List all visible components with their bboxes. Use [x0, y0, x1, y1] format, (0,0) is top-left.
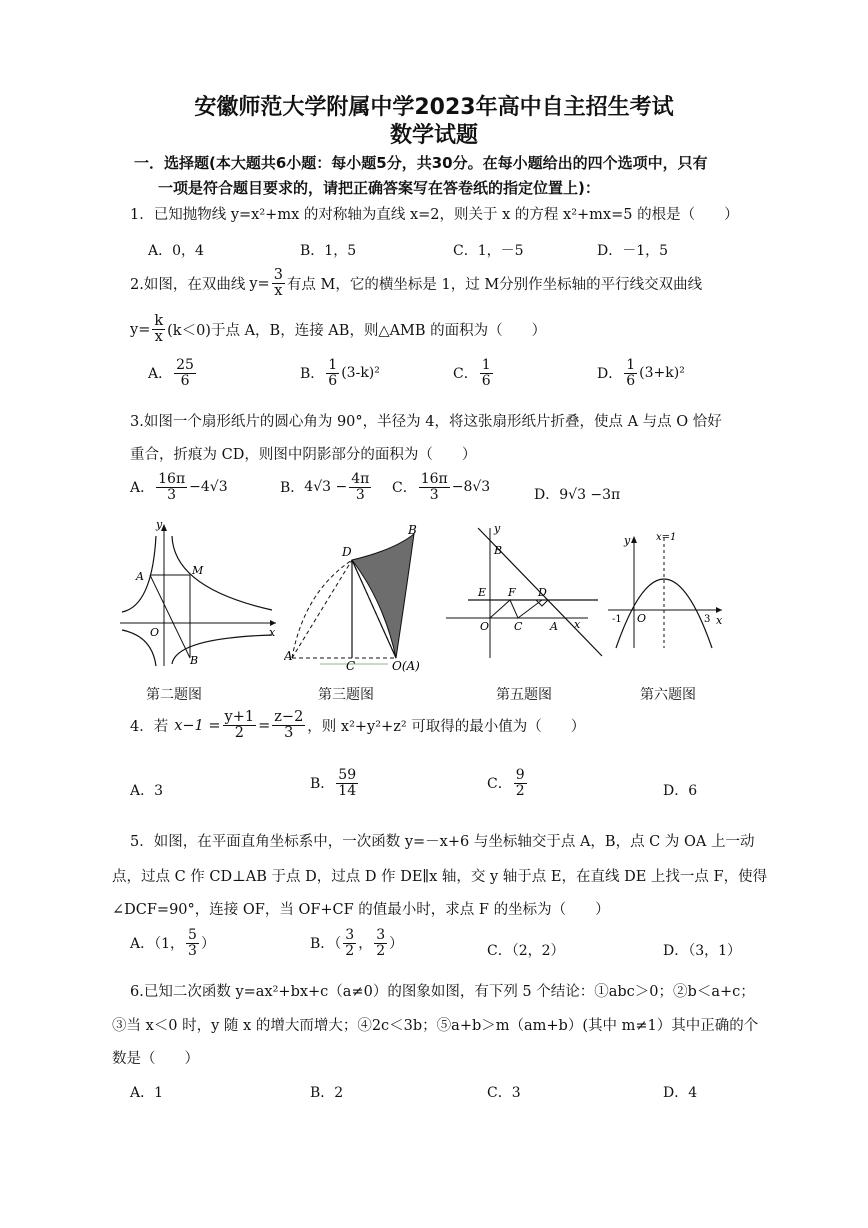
fig6-label-axis: x=1 [656, 532, 677, 543]
fig6-parabola [616, 579, 712, 648]
fig5-label-o: O [480, 620, 490, 633]
q5-stem-line2: 点，过点 C 作 CD⊥AB 于点 D，过点 D 作 DE∥x 轴，交 y 轴于点 E，在直线 DE 上找一点 F，使得 [112, 869, 768, 885]
fig2-label-x: x [269, 626, 276, 639]
exam-subtitle: 数学试题 [389, 123, 478, 148]
q4-stem: 4．若 x−1 = $\frac{y+1}{2}$ = $\frac{z-2}{3}$ ，则 x²+y²+z² 可取得的最小值为（ ） [130, 709, 586, 742]
q2-text-b: 有点 M，它的横坐标是 1，过 M分别作坐标轴的平行线交双曲线 [286, 277, 703, 294]
q3-option-b[interactable]: B． 4√3 − $\frac{4\pi}{3}$ [280, 471, 370, 503]
fig2-curve-q1 [172, 536, 272, 610]
q2-option-a[interactable]: A． $\frac{25}{6}$ [148, 357, 194, 389]
q4-option-d[interactable]: D．6 [663, 783, 698, 799]
q4-option-c[interactable]: C． $\frac{9}{2}$ [487, 767, 525, 799]
fig6-label-x: x [716, 614, 723, 627]
fig3-label-o: O(A) [392, 659, 420, 672]
q1-option-a[interactable]: A．0，4 [148, 243, 204, 259]
fig2-label-a: A [136, 570, 144, 583]
q1-option-c[interactable]: C．1，－5 [453, 243, 524, 259]
figure-q3 [284, 522, 432, 672]
fig5-caption: 第五题图 [496, 687, 552, 703]
section-heading-line2: 一项是符合题目要求的，请把正确答案写在答卷纸的指定位置上)： [158, 179, 600, 197]
fig6-label-o: O [637, 612, 647, 625]
fig5-label-f: F [508, 586, 516, 599]
q3-stem-line2: 重合，折痕为 CD，则图中阴影部分的面积为（ ） [130, 447, 477, 463]
q6-option-a[interactable]: A．1 [130, 1085, 164, 1101]
q1-option-d[interactable]: D．－1，5 [597, 243, 669, 259]
q6-stem-line3: 数是（ ） [112, 1051, 199, 1067]
fig5-label-y: y [494, 522, 501, 535]
fig2-label-m: M [192, 564, 204, 577]
fig3-label-d: D [342, 545, 352, 559]
fig3-label-a: A [284, 649, 293, 663]
section-heading-line1: 一．选择题(本大题共6小题：每小题5分，共30分。在每小题给出的四个选项中，只有 [134, 154, 708, 172]
q2-frac-k-over-x: $\frac{k}{x}$ [154, 313, 164, 346]
q1-option-b[interactable]: B．1，5 [300, 243, 357, 259]
fig6-label-3: 3 [704, 614, 711, 625]
fig5-label-c: C [514, 620, 523, 633]
q6-option-b[interactable]: B．2 [310, 1085, 344, 1101]
q3-option-c[interactable]: C． $\frac{16\pi}{3}$ −8√3 [392, 471, 491, 503]
fig5-label-d: D [538, 586, 547, 599]
fig3-label-c: C [346, 659, 356, 672]
q5-option-d[interactable]: D．（3，1） [663, 943, 742, 959]
figure-q2 [112, 518, 282, 670]
q6-option-c[interactable]: C．3 [487, 1085, 521, 1101]
q1-stem: 1．已知抛物线 y=x²+mx 的对称轴为直线 x=2，则关于 x 的方程 x²+mx=5 的根是（ ） [130, 207, 739, 223]
fig3-label-b: B [408, 523, 417, 537]
q5-stem-line1: 5．如图，在平面直角坐标系中，一次函数 y=－x+6 与坐标轴交于点 A，B，点 C 为 OA 上一动 [130, 834, 755, 850]
fig5-label-a: A [550, 620, 558, 633]
q2-stem-line1: 2.如图，在双曲线 y= $\frac{3}{x}$ 有点 M，它的横坐标是 1，过 M分别作坐标轴的平行线交双曲线 [130, 267, 703, 300]
q4-option-a[interactable]: A．3 [130, 783, 164, 799]
q5-option-b[interactable]: B．（ $\frac{3}{2}$ ， $\frac{3}{2}$ ） [310, 927, 404, 959]
fig2-caption: 第二题图 [146, 687, 202, 703]
q3-option-d[interactable]: D．9√3 −3π [534, 487, 621, 503]
q2-frac-3-over-x: $\frac{3}{x}$ [273, 267, 283, 300]
q4-option-b[interactable]: B． $\frac{59}{14}$ [310, 767, 357, 799]
q6-option-d[interactable]: D．4 [663, 1085, 698, 1101]
fig5-label-e: E [478, 586, 487, 599]
q2-stem-line2: y= $\frac{k}{x}$ (k＜0)于点 A，B，连接 AB，则△AMB 的面积为（ ） [130, 313, 547, 346]
q2-option-b[interactable]: B． $\frac{1}{6}$ (3-k)² [300, 357, 380, 389]
q3-stem-line1: 3.如图一个扇形纸片的圆心角为 90°，半径为 4，将这张扇形纸片折叠，使点 A 与点 O 恰好 [130, 414, 722, 430]
q3-option-a[interactable]: A． $\frac{16\pi}{3}$ −4√3 [130, 471, 228, 503]
q2-option-d[interactable]: D． $\frac{1}{6}$ (3+k)² [597, 357, 685, 389]
exam-title: 安徽师范大学附属中学2023年高中自主招生考试 [194, 95, 674, 120]
q6-stem-line2: ③当 x＜0 时，y 随 x 的增大而增大；④2c＜3b；⑤a+b＞m（am+b）(其中 m≠1）其中正确的个 [112, 1018, 759, 1034]
q2-text-a: 2.如图，在双曲线 [130, 277, 246, 294]
q5-option-a[interactable]: A．（1， $\frac{5}{3}$ ） [130, 927, 215, 959]
fig3-caption: 第三题图 [318, 687, 374, 703]
fig6-label-minus1: -1 [612, 614, 622, 625]
figure-q5 [438, 518, 606, 664]
fig5-label-b: B [494, 544, 503, 557]
fig2-label-o: O [150, 626, 160, 639]
fig2-label-b: B [190, 654, 199, 667]
q5-stem-line3: ∠DCF=90°，连接 OF，当 OF+CF 的值最小时，求点 F 的坐标为（ ） [112, 902, 610, 918]
q2-option-c[interactable]: C． $\frac{1}{6}$ [453, 357, 491, 389]
fig2-curve-q4 [172, 635, 272, 664]
fig2-label-y: y [156, 518, 163, 531]
fig5-label-x: x [574, 618, 581, 631]
q5-option-c[interactable]: C．（2，2） [487, 943, 565, 959]
q2-text-c: (k＜0)于点 A，B，连接 AB，则△AMB 的面积为（ ） [167, 323, 547, 340]
fig3-shaded-region [352, 534, 414, 658]
fig6-caption: 第六题图 [640, 687, 696, 703]
figure-q6 [604, 530, 728, 654]
q6-stem-line1: 6.已知二次函数 y=ax²+bx+c（a≠0）的图象如图，有下列 5 个结论：①abc＞0；②b＜a+c； [130, 984, 755, 1000]
fig6-label-y: y [624, 534, 631, 547]
